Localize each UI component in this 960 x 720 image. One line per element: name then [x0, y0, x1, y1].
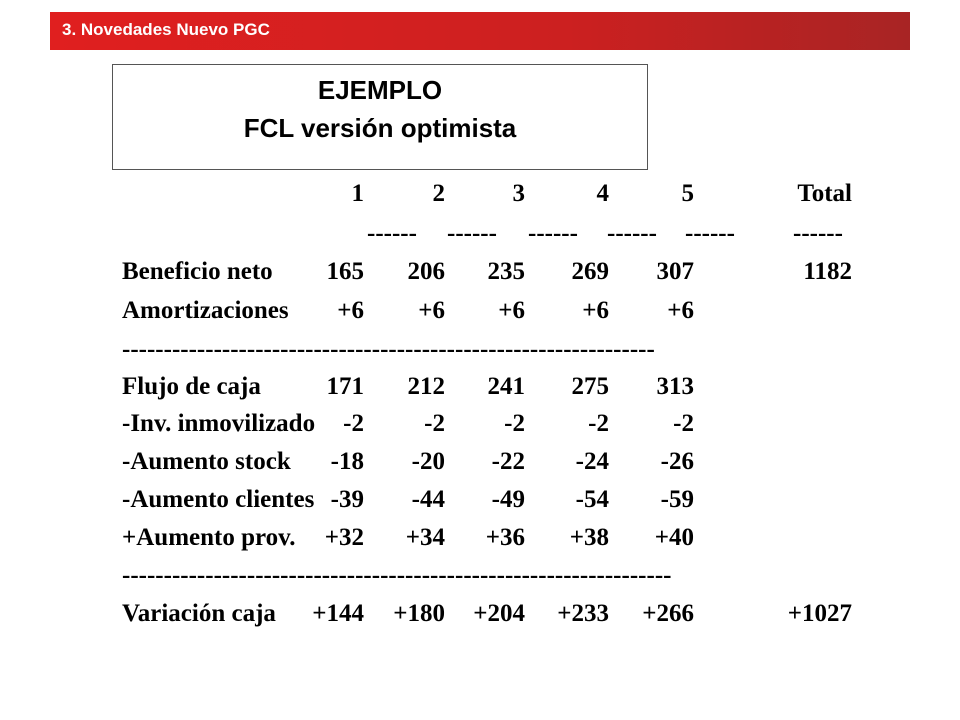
row-label: +Aumento prov. — [122, 524, 296, 551]
table-cell-total: +1027 — [787, 600, 852, 627]
section-title: 3. Novedades Nuevo PGC — [62, 20, 270, 39]
table-cell: +6 — [498, 297, 525, 324]
table-cell: +233 — [557, 600, 609, 627]
table-cell: +266 — [642, 600, 694, 627]
row-label: Amortizaciones — [122, 297, 289, 324]
column-dash: ------ — [607, 220, 657, 247]
table-cell: -49 — [491, 486, 525, 513]
table-cell: +36 — [485, 524, 525, 551]
table-cell: +34 — [405, 524, 445, 551]
table-cell: -20 — [411, 448, 445, 475]
row-label: Beneficio neto — [122, 258, 273, 285]
row-label: -Aumento clientes — [122, 486, 315, 513]
column-header: 1 — [351, 180, 364, 207]
table-cell: -2 — [424, 410, 445, 437]
table-cell: 269 — [571, 258, 609, 285]
example-heading: EJEMPLO — [317, 75, 443, 105]
column-header: 3 — [512, 180, 525, 207]
table-cell: 275 — [571, 373, 609, 400]
table-cell: 171 — [326, 373, 364, 400]
separator-line: ---------------------------------------------------------------- — [122, 336, 655, 363]
table-cell: -26 — [660, 448, 694, 475]
table-cell: 307 — [656, 258, 694, 285]
table-cell: +144 — [312, 600, 364, 627]
column-dash: ------ — [367, 220, 417, 247]
table-cell: 206 — [407, 258, 445, 285]
table-cell: +180 — [393, 600, 445, 627]
table-cell: -54 — [575, 486, 609, 513]
table-cell: +6 — [418, 297, 445, 324]
column-header-total: Total — [797, 180, 852, 207]
table-cell: 235 — [487, 258, 525, 285]
table-cell: 313 — [656, 373, 694, 400]
separator-line: ------------------------------------------------------------------ — [122, 562, 672, 589]
table-cell: +6 — [582, 297, 609, 324]
row-label: -Aumento stock — [122, 448, 291, 475]
row-label: Variación caja — [122, 600, 276, 627]
table-cell: +40 — [654, 524, 694, 551]
table-cell: +38 — [569, 524, 609, 551]
column-header: 5 — [681, 180, 694, 207]
table-cell: -24 — [575, 448, 609, 475]
row-label: -Inv. inmovilizado — [122, 410, 316, 437]
table-cell: 165 — [326, 258, 364, 285]
column-dash: ------ — [685, 220, 735, 247]
table-cell: -18 — [330, 448, 364, 475]
table-cell: -59 — [660, 486, 694, 513]
column-dash: ------ — [528, 220, 578, 247]
example-subheading: FCL versión optimista — [243, 113, 517, 143]
table-cell: -2 — [588, 410, 609, 437]
column-header: 2 — [432, 180, 445, 207]
table-cell: +204 — [473, 600, 525, 627]
table-cell: -44 — [411, 486, 445, 513]
column-dash: ------ — [793, 220, 843, 247]
column-dash: ------ — [447, 220, 497, 247]
table-cell-total: 1182 — [803, 258, 852, 285]
row-label: Flujo de caja — [122, 373, 261, 400]
table-cell: +6 — [337, 297, 364, 324]
column-header: 4 — [596, 180, 609, 207]
table-cell: 212 — [407, 373, 445, 400]
table-cell: +32 — [324, 524, 364, 551]
table-cell: -39 — [330, 486, 364, 513]
table-cell: +6 — [667, 297, 694, 324]
table-cell: -2 — [343, 410, 364, 437]
table-cell: 241 — [487, 373, 525, 400]
table-cell: -2 — [673, 410, 694, 437]
table-cell: -22 — [491, 448, 525, 475]
table-cell: -2 — [504, 410, 525, 437]
